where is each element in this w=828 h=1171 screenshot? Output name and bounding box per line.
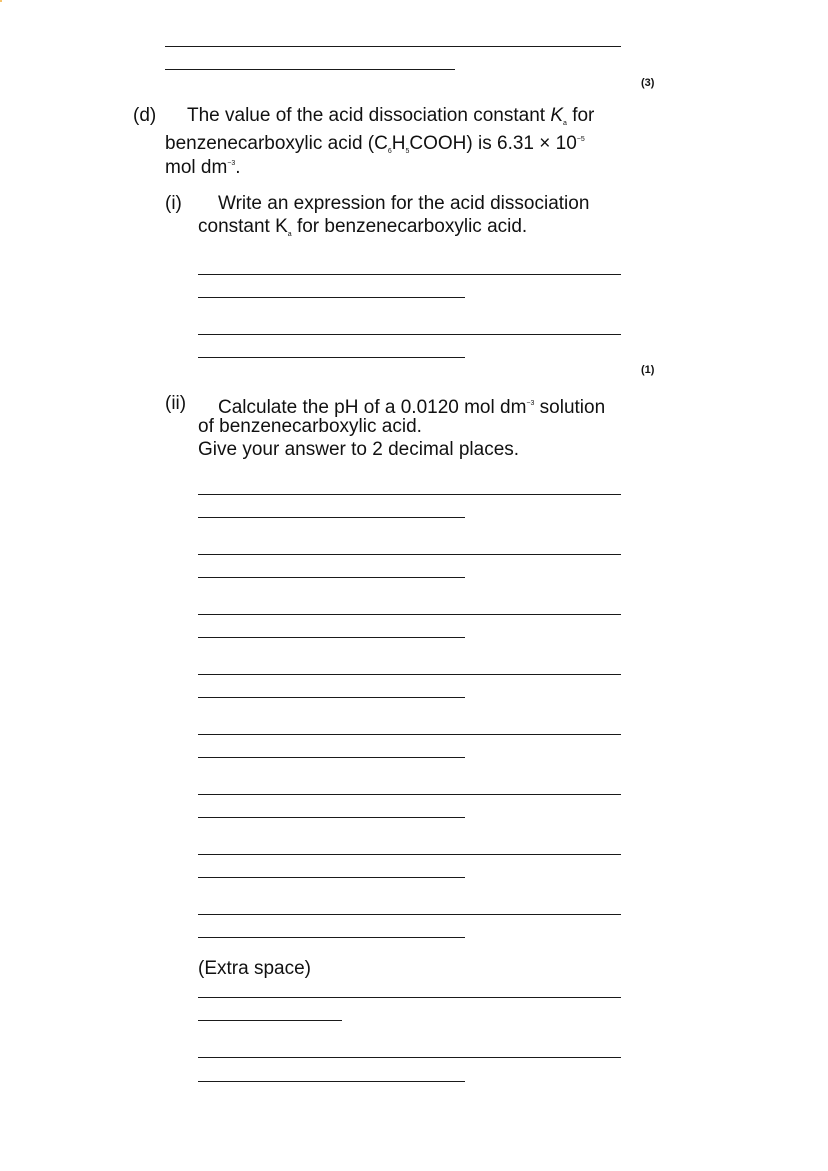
marks-allocation: (1) — [641, 364, 655, 376]
marks-allocation: (3) — [641, 77, 655, 89]
part-d-text: mol dm — [165, 157, 228, 178]
answer-line[interactable] — [198, 517, 465, 518]
answer-line[interactable] — [198, 1020, 342, 1021]
part-i-label: (i) — [165, 193, 182, 214]
answer-line[interactable] — [198, 794, 621, 795]
part-ii-text: Calculate the pH of a 0.0120 mol dm — [218, 397, 527, 418]
answer-line[interactable] — [198, 274, 621, 275]
answer-line[interactable] — [198, 674, 621, 675]
hydrogen-symbol: H — [391, 133, 406, 154]
answer-line[interactable] — [198, 614, 621, 615]
part-d-text: . — [235, 157, 241, 178]
answer-line[interactable] — [198, 997, 621, 998]
answer-line[interactable] — [198, 554, 621, 555]
answer-line[interactable] — [198, 937, 465, 938]
answer-line[interactable] — [198, 637, 465, 638]
answer-line[interactable] — [198, 734, 621, 735]
ka-subscript: a — [563, 120, 567, 127]
answer-line[interactable] — [198, 297, 465, 298]
answer-line[interactable] — [165, 46, 621, 47]
corner-mark — [0, 0, 2, 2]
answer-line[interactable] — [198, 357, 465, 358]
part-d-text: for — [566, 105, 595, 126]
answer-line[interactable] — [198, 1057, 621, 1058]
answer-line[interactable] — [198, 697, 465, 698]
part-i-text: constant K — [198, 216, 288, 237]
exponent: −3 — [526, 400, 535, 407]
part-ii-label: (ii) — [165, 393, 187, 414]
part-i-line-2 — [198, 215, 527, 246]
extra-space-label: (Extra space) — [198, 958, 311, 979]
ka-symbol: K — [550, 105, 564, 126]
part-d-text: The value of the acid dissociation constant — [187, 105, 551, 126]
answer-line[interactable] — [198, 914, 621, 915]
answer-line[interactable] — [165, 69, 455, 70]
answer-line[interactable] — [198, 817, 465, 818]
answer-line[interactable] — [198, 1081, 465, 1082]
subscript-5: 5 — [405, 148, 410, 155]
answer-line[interactable] — [198, 877, 465, 878]
part-ii-line-2: of benzenecarboxylic acid. — [198, 416, 422, 437]
part-d-text: benzenecarboxylic acid (C — [165, 133, 388, 154]
part-d-line-3 — [165, 152, 241, 179]
part-d-label: (d) — [133, 105, 157, 126]
answer-line[interactable] — [198, 854, 621, 855]
answer-line[interactable] — [198, 334, 621, 335]
part-d-text: COOH) is 6.31 × 10 — [409, 133, 577, 154]
answer-line[interactable] — [198, 757, 465, 758]
exponent: −5 — [576, 136, 585, 143]
answer-line[interactable] — [198, 577, 465, 578]
part-i-text: for benzenecarboxylic acid. — [291, 216, 528, 237]
part-i-line-1: Write an expression for the acid dissociation — [218, 193, 590, 214]
ka-subscript: a — [287, 231, 292, 238]
exponent: −3 — [227, 160, 236, 167]
part-ii-text: solution — [534, 397, 606, 418]
answer-line[interactable] — [198, 494, 621, 495]
part-ii-line-3: Give your answer to 2 decimal places. — [198, 439, 520, 460]
subscript-6: 6 — [387, 148, 392, 155]
